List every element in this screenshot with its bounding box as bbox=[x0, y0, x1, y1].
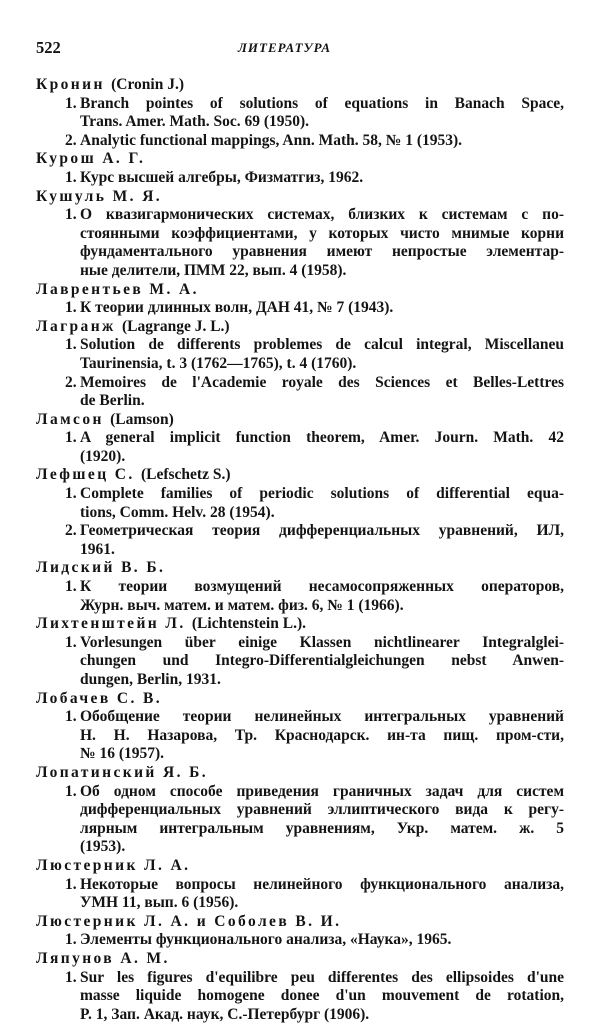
work-number: 1. bbox=[65, 336, 77, 355]
work-text-line: Геометрическая теория дифференциальных уравнений, ИЛ, bbox=[80, 522, 564, 541]
work-number: 1. bbox=[65, 931, 77, 950]
work-text-line: Sur les figures d'equilibre peu differentes des ellipsoides d'une bbox=[80, 969, 564, 988]
work-text-line: Курс высшей алгебры, Физматгиз, 1962. bbox=[80, 169, 363, 186]
work-number: 1. bbox=[65, 634, 77, 653]
work-text-line: tions, Comm. Helv. 28 (1954). bbox=[80, 504, 275, 521]
author-line bbox=[36, 281, 564, 300]
author-latin-name: (Lamson) bbox=[110, 411, 174, 428]
author-name: Ляпунов А. М. bbox=[36, 950, 170, 967]
work-item bbox=[36, 783, 564, 857]
work-text-line: фундаментального уравнения имеют непростые элементар- bbox=[80, 243, 564, 262]
work-text-line: О квазигармонических системах, близких к системам с по- bbox=[80, 206, 564, 225]
work-number: 2. bbox=[65, 132, 77, 151]
bibliography-entry bbox=[36, 76, 564, 150]
work-number: 1. bbox=[65, 429, 77, 448]
work-text-line: chungen und Integro-Differentialgleichungen nebst Anwen- bbox=[80, 652, 564, 671]
work-text-line: № 16 (1957). bbox=[80, 745, 164, 762]
work-text-line: Complete families of periodic solutions of differential equa- bbox=[80, 485, 564, 504]
author-name: Курош А. Г. bbox=[36, 150, 145, 167]
work-number: 1. bbox=[65, 783, 77, 802]
author-latin-name: (Cronin J.) bbox=[111, 76, 184, 93]
work-number: 1. bbox=[65, 969, 77, 988]
author-line bbox=[36, 615, 564, 634]
work-item bbox=[36, 876, 564, 913]
work-number: 2. bbox=[65, 522, 77, 541]
work-item bbox=[36, 969, 564, 1024]
work-item bbox=[36, 299, 564, 318]
work-text-line: Taurinensia, t. 3 (1762—1765), t. 4 (1760). bbox=[80, 355, 356, 372]
author-name: Лагранж bbox=[36, 318, 116, 335]
work-text-line: ные делители, ПММ 22, вып. 4 (1958). bbox=[80, 262, 346, 279]
bibliography-entry bbox=[36, 913, 564, 950]
work-text-line: de Berlin. bbox=[80, 392, 145, 409]
work-text-line: Журн. выч. матем. и матем. физ. 6, № 1 (1966). bbox=[80, 597, 404, 614]
work-text-line: Элементы функционального анализа, «Наука», 1965. bbox=[80, 931, 451, 948]
work-number: 1. bbox=[65, 708, 77, 727]
work-text-line: (1920). bbox=[80, 448, 125, 465]
work-text-line: (1953). bbox=[80, 838, 125, 855]
work-text-line: Некоторые вопросы нелинейного функционального анализа, bbox=[80, 876, 564, 895]
author-line bbox=[36, 764, 564, 783]
author-line bbox=[36, 318, 564, 337]
bibliography-entry bbox=[36, 188, 564, 281]
bibliography-entry bbox=[36, 150, 564, 187]
bibliography-entry bbox=[36, 318, 564, 411]
work-number: 1. bbox=[65, 876, 77, 895]
work-number: 1. bbox=[65, 578, 77, 597]
work-text-line: УМН 11, вып. 6 (1956). bbox=[80, 894, 238, 911]
author-name: Лаврентьев М. А. bbox=[36, 281, 199, 298]
bibliography-entry bbox=[36, 466, 564, 559]
author-latin-name: (Lagrange J. L.) bbox=[122, 318, 230, 335]
work-item bbox=[36, 374, 564, 411]
page-header bbox=[0, 38, 600, 60]
work-item bbox=[36, 132, 564, 151]
author-line bbox=[36, 913, 564, 932]
work-item bbox=[36, 95, 564, 132]
bibliography-entry bbox=[36, 690, 564, 764]
bibliography-entry bbox=[36, 559, 564, 615]
work-text-line: Trans. Amer. Math. Soc. 69 (1950). bbox=[80, 113, 309, 130]
work-text-line: A general implicit function theorem, Amer. Journ. Math. 42 bbox=[80, 429, 564, 448]
work-number: 1. bbox=[65, 206, 77, 225]
work-number: 1. bbox=[65, 95, 77, 114]
bibliography-entry bbox=[36, 615, 564, 689]
work-text-line: Branch pointes of solutions of equations in Banach Space, bbox=[80, 95, 564, 114]
work-text-line: Solution de differents problemes de calcul integral, Miscellaneu bbox=[80, 336, 564, 355]
author-name: Лобачев С. В. bbox=[36, 690, 162, 707]
work-item bbox=[36, 485, 564, 522]
author-latin-name: (Lefschetz S.) bbox=[141, 466, 231, 483]
work-number: 1. bbox=[65, 485, 77, 504]
work-text-line: дифференциальных уравнений эллиптического вида к регу- bbox=[80, 801, 564, 820]
author-name: Лихтенштейн Л. bbox=[36, 615, 186, 632]
author-name: Кушуль М. Я. bbox=[36, 188, 162, 205]
bibliography-entry bbox=[36, 950, 564, 1024]
work-text-line: Обобщение теории нелинейных интегральных уравнений bbox=[80, 708, 564, 727]
work-text-line: К теории длинных волн, ДАН 41, № 7 (1943). bbox=[80, 299, 393, 316]
author-line bbox=[36, 188, 564, 207]
author-line bbox=[36, 76, 564, 95]
author-name: Кронин bbox=[36, 76, 105, 93]
work-text-line: Vorlesungen über einige Klassen nichtlinearer Integralglei- bbox=[80, 634, 564, 653]
work-text-line: P. 1, Зап. Акад. наук, С.-Петербург (1906). bbox=[80, 1006, 369, 1023]
work-text-line: лярным интегральным уравнениям, Укр. матем. ж. 5 bbox=[80, 820, 564, 839]
author-name: Лефшец С. bbox=[36, 466, 135, 483]
author-line bbox=[36, 857, 564, 876]
work-item bbox=[36, 429, 564, 466]
bibliography-entry bbox=[36, 857, 564, 913]
author-line bbox=[36, 559, 564, 578]
author-name: Люстерник Л. А. bbox=[36, 857, 190, 874]
work-item bbox=[36, 708, 564, 764]
author-line bbox=[36, 950, 564, 969]
author-line bbox=[36, 411, 564, 430]
work-number: 1. bbox=[65, 299, 77, 318]
work-text-line: Об одном способе приведения граничных задач для систем bbox=[80, 783, 564, 802]
author-line bbox=[36, 690, 564, 709]
work-item bbox=[36, 578, 564, 615]
work-item bbox=[36, 206, 564, 280]
work-text-line: стоянными коэффициентами, у которых чисто мнимые корни bbox=[80, 225, 564, 244]
work-item bbox=[36, 169, 564, 188]
work-text-line: Memoires de l'Academie royale des Sciences et Belles-Lettres bbox=[80, 374, 564, 393]
work-item bbox=[36, 634, 564, 690]
bibliography-entry bbox=[36, 764, 564, 857]
page-number: 522 bbox=[36, 38, 61, 58]
work-item bbox=[36, 931, 564, 950]
author-name: Ламсон bbox=[36, 411, 104, 428]
work-number: 2. bbox=[65, 374, 77, 393]
work-text-line: dungen, Berlin, 1931. bbox=[80, 671, 221, 688]
bibliography-entry bbox=[36, 411, 564, 467]
work-text-line: 1961. bbox=[80, 541, 115, 558]
author-name: Люстерник Л. А. и Соболев В. И. bbox=[36, 913, 341, 930]
bibliography-entry bbox=[36, 281, 564, 318]
author-line bbox=[36, 150, 564, 169]
work-item bbox=[36, 336, 564, 373]
bibliography-list bbox=[36, 76, 564, 1024]
work-text-line: К теории возмущений несамосопряженных операторов, bbox=[80, 578, 564, 597]
work-text-line: Analytic functional mappings, Ann. Math. 58, № 1 (1953). bbox=[80, 132, 462, 149]
author-name: Лопатинский Я. Б. bbox=[36, 764, 208, 781]
work-text-line: masse liquide homogene donee d'un mouvement de rotation, bbox=[80, 987, 564, 1006]
work-item bbox=[36, 522, 564, 559]
author-line bbox=[36, 466, 564, 485]
author-latin-name: (Lichtenstein L.). bbox=[192, 615, 306, 632]
author-name: Лидский В. Б. bbox=[36, 559, 165, 576]
work-text-line: Н. Н. Назарова, Тр. Краснодарск. ин-та пищ. пром-сти, bbox=[80, 727, 564, 746]
running-title: ЛИТЕРАТУРА bbox=[238, 40, 331, 56]
work-number: 1. bbox=[65, 169, 77, 188]
